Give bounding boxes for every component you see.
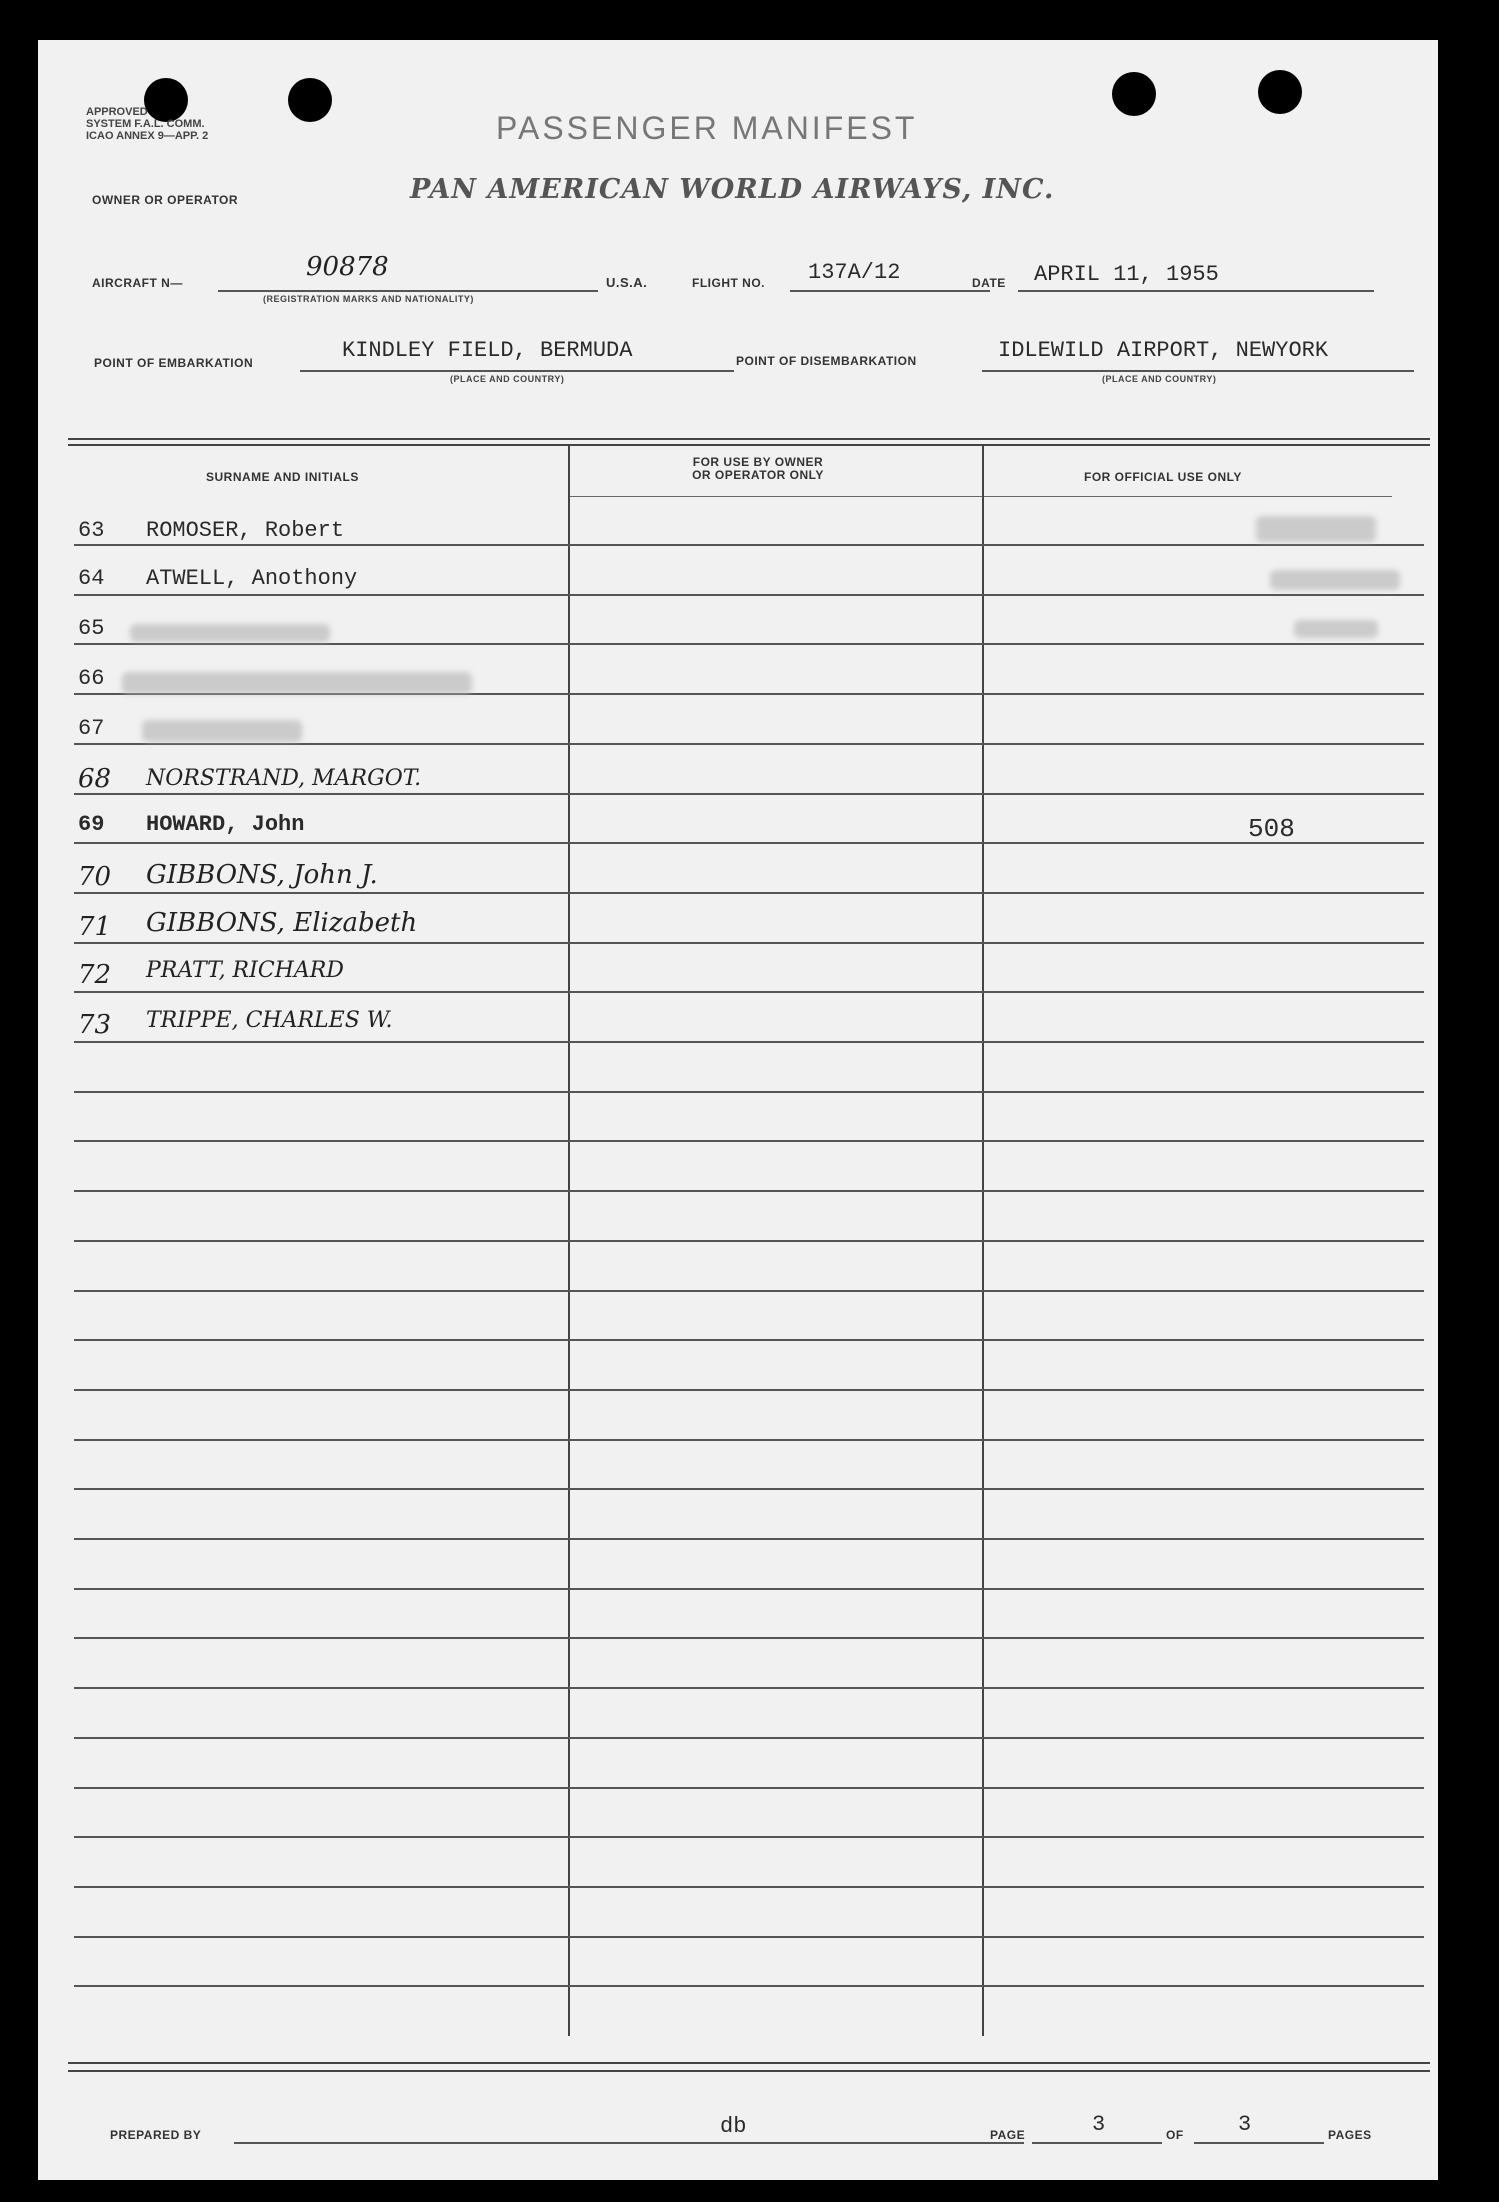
of-label: OF xyxy=(1166,2128,1184,2142)
row-rule xyxy=(74,1886,1424,1888)
row-number: 66 xyxy=(78,666,105,691)
col-official-header: FOR OFFICIAL USE ONLY xyxy=(1084,470,1242,484)
row-rule xyxy=(74,1290,1424,1292)
row-rule xyxy=(74,1190,1424,1192)
row-rule xyxy=(74,1737,1424,1739)
col-surname-header: SURNAME AND INITIALS xyxy=(206,470,359,484)
date-value: APRIL 11, 1955 xyxy=(1034,262,1219,287)
row-number: 65 xyxy=(78,616,105,641)
row-rule xyxy=(74,942,1424,944)
official-smudge xyxy=(1256,516,1376,542)
passenger-name: TRIPPE, CHARLES W. xyxy=(146,1008,393,1033)
row-rule xyxy=(74,1687,1424,1689)
aircraft-sublabel: (REGISTRATION MARKS AND NATIONALITY) xyxy=(263,294,474,304)
passenger-name: PRATT, RICHARD xyxy=(146,958,344,983)
redaction-smudge xyxy=(142,720,302,742)
row-rule xyxy=(74,1538,1424,1540)
owner-value: PAN AMERICAN WORLD AIRWAYS, INC. xyxy=(410,174,1055,205)
row-number: 64 xyxy=(78,566,105,591)
row-number: 67 xyxy=(78,716,105,741)
passenger-name: ROMOSER, Robert xyxy=(146,518,345,543)
redaction-smudge xyxy=(122,672,472,694)
page-title: PASSENGER MANIFEST xyxy=(496,110,918,146)
passenger-name: GIBBONS, Elizabeth xyxy=(146,908,418,938)
owner-label: OWNER OR OPERATOR xyxy=(92,193,239,207)
row-number: 72 xyxy=(78,960,112,990)
col-owner-header-line: OR OPERATOR ONLY xyxy=(692,468,824,482)
row-number: 69 xyxy=(78,812,105,837)
prepared-label: PREPARED BY xyxy=(110,2128,202,2142)
row-rule xyxy=(74,1041,1424,1043)
row-rule xyxy=(74,892,1424,894)
row-rule xyxy=(74,991,1424,993)
row-rule xyxy=(74,842,1424,844)
approval-block xyxy=(86,106,208,142)
passenger-name: NORSTRAND, MARGOT. xyxy=(146,766,422,791)
official-smudge xyxy=(1294,620,1378,638)
punch-hole xyxy=(1258,70,1302,114)
row-rule xyxy=(74,594,1424,596)
row-rule xyxy=(74,793,1424,795)
row-rule xyxy=(74,1787,1424,1789)
col-owner-header xyxy=(678,456,838,482)
row-rule xyxy=(74,643,1424,645)
date-label: DATE xyxy=(972,276,1006,290)
disembark-value: IDLEWILD AIRPORT, NEWYORK xyxy=(998,338,1329,363)
embark-label: POINT OF EMBARKATION xyxy=(94,356,254,370)
official-value: 508 xyxy=(1248,814,1295,844)
page-label: PAGE xyxy=(990,2128,1026,2142)
manifest-page xyxy=(38,40,1438,2180)
row-number: 71 xyxy=(78,912,112,942)
aircraft-label: AIRCRAFT N— xyxy=(92,276,183,290)
approval-line: SYSTEM F.A.L. COMM. xyxy=(86,118,205,130)
row-rule xyxy=(74,743,1424,745)
row-number: 73 xyxy=(78,1010,112,1040)
row-rule xyxy=(74,1240,1424,1242)
row-number: 70 xyxy=(78,862,112,892)
passenger-name: ATWELL, Anothony xyxy=(146,566,358,591)
row-rule xyxy=(74,544,1424,546)
row-rule xyxy=(74,1140,1424,1142)
disembark-label: POINT OF DISEMBARKATION xyxy=(736,354,917,368)
aircraft-value: 90878 xyxy=(306,252,389,282)
punch-hole xyxy=(1112,72,1156,116)
passenger-name: HOWARD, John xyxy=(146,812,305,837)
row-rule xyxy=(74,1389,1424,1391)
row-rule xyxy=(74,1339,1424,1341)
row-rule xyxy=(74,1488,1424,1490)
pages-label: PAGES xyxy=(1328,2128,1372,2142)
row-rule xyxy=(74,1588,1424,1590)
punch-hole xyxy=(288,78,332,122)
official-smudge xyxy=(1270,570,1400,590)
embark-sublabel: (PLACE AND COUNTRY) xyxy=(450,374,565,384)
pages-value: 3 xyxy=(1238,2112,1252,2137)
usa-label: U.S.A. xyxy=(606,275,648,290)
approval-line: APPROVED xyxy=(86,106,148,118)
approval-line: ICAO ANNEX 9—APP. 2 xyxy=(86,130,209,142)
row-rule xyxy=(74,1439,1424,1441)
col-owner-header-line: FOR USE BY OWNER xyxy=(692,455,824,469)
flight-value: 137A/12 xyxy=(808,260,901,285)
row-number: 68 xyxy=(78,764,112,794)
prepared-value: db xyxy=(720,2114,747,2139)
row-number: 63 xyxy=(78,518,105,543)
row-rule xyxy=(74,1836,1424,1838)
row-rule xyxy=(74,1985,1424,1987)
page-value: 3 xyxy=(1092,2112,1106,2137)
disembark-sublabel: (PLACE AND COUNTRY) xyxy=(1102,374,1217,384)
row-rule xyxy=(74,1091,1424,1093)
row-rule xyxy=(74,1936,1424,1938)
flight-label: FLIGHT NO. xyxy=(692,276,765,290)
redaction-smudge xyxy=(130,624,330,642)
passenger-name: GIBBONS, John J. xyxy=(146,860,378,890)
embark-value: KINDLEY FIELD, BERMUDA xyxy=(342,338,633,363)
row-rule xyxy=(74,1637,1424,1639)
